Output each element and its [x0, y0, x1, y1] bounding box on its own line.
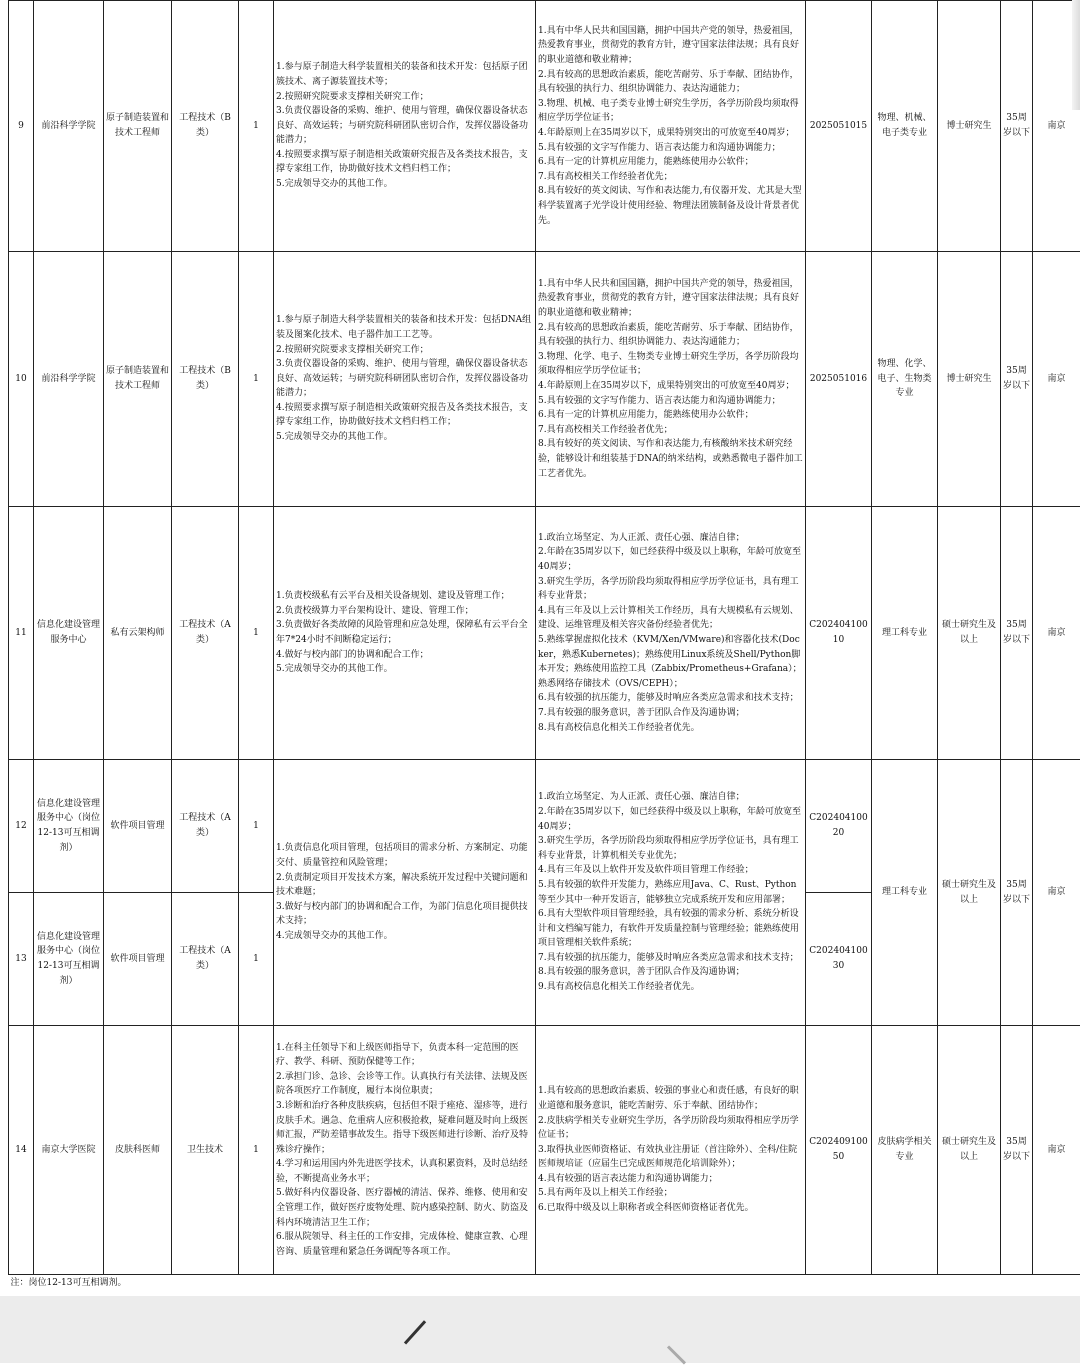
headcount: 1: [239, 1, 274, 252]
job-duties: [274, 1026, 536, 1275]
work-place: 南京: [1033, 507, 1080, 760]
note-row: [9, 1275, 1080, 1292]
table-row: [9, 507, 1080, 760]
duty-line: 4.做好与校内部门的协调和配合工作；: [276, 648, 533, 663]
requirement-line: 1.政治立场坚定、为人正派、责任心强、廉洁自律；: [538, 531, 803, 546]
recruitment-table-sheet: [8, 0, 1080, 1291]
requirement-line: 3.取得执业医师资格证、有效执业注册证（首注除外）、全科/住院医师规培证（应届生已完成医师规范化培训除外）；: [538, 1143, 803, 1172]
post-type: 工程技术（B类）: [172, 1, 239, 252]
job-duties: [274, 252, 536, 507]
scrollbar-shade: [1072, 0, 1080, 110]
duty-line: 5.完成领导交办的其他工作。: [276, 177, 533, 192]
education: 硕士研究生及以上: [938, 760, 1001, 1026]
work-place: 南京: [1033, 1, 1080, 252]
requirement-line: 4.年龄原则上在35周岁以下，成果特别突出的可放宽至40周岁；: [538, 126, 803, 141]
requirement-line: 5.具有较强的软件开发能力，熟练应用Java、C、Rust、Python 等至少其中一种开发语言，能够独立完成系统开发和应用部署；: [538, 878, 803, 907]
duty-line: 4.按照要求撰写原子制造相关政策研究报告及各类技术报告，支撑专家组工作，协助做好技术文档归档工作；: [276, 148, 533, 177]
viewer-bottom-bar: [0, 1296, 1080, 1363]
requirement-line: 2.具有较高的思想政治素质，能吃苦耐劳、乐于奉献、团结协作，具有较强的执行力、组织协调能力、表达沟通能力；: [538, 68, 803, 97]
age-limit: 35周岁以下: [1001, 1026, 1033, 1275]
job-table: [8, 0, 1080, 1291]
education: 博士研究生: [938, 1, 1001, 252]
age-limit: 35周岁以下: [1001, 760, 1033, 1026]
table-row: [9, 1026, 1080, 1275]
post-name: 原子制造装置和技术工程师: [104, 1, 172, 252]
requirement-line: 8.具有较好的英文阅读、写作和表达能力,有仪器开发、尤其是大型科学装置离子光学设计使用经验、物理法团簇制备及设计背景者优先。: [538, 184, 803, 228]
row-number: 9: [9, 1, 34, 252]
post-name: 软件项目管理: [104, 760, 172, 893]
work-place: 南京: [1033, 1026, 1080, 1275]
duty-line: 2.按照研究院要求支撑相关研究工作；: [276, 343, 533, 358]
post-code: C20240910050: [806, 1026, 872, 1275]
major: 皮肤病学相关专业: [872, 1026, 938, 1275]
duty-line: 2.承担门诊、急诊、会诊等工作。认真执行有关法律、法规及医院各项医疗工作制度，履行本岗位职责；: [276, 1070, 533, 1099]
age-limit: 35周岁以下: [1001, 252, 1033, 507]
post-type: 工程技术（A类）: [172, 760, 239, 893]
post-type: 工程技术（B类）: [172, 252, 239, 507]
department: 信息化建设管理服务中心（岗位12-13可互相调剂）: [34, 893, 104, 1026]
age-limit: 35周岁以下: [1001, 1, 1033, 252]
requirement-line: 1.具有较高的思想政治素质、较强的事业心和责任感，有良好的职业道德和服务意识，能吃苦耐劳、乐于奉献、团结协作；: [538, 1084, 803, 1113]
duty-line: 2.负责校级算力平台架构设计、建设、管理工作；: [276, 604, 533, 619]
footnote: 注：岗位12-13可互相调剂。: [9, 1275, 1080, 1292]
requirement-line: 7.具有高校相关工作经验者优先；: [538, 423, 803, 438]
headcount: 1: [239, 893, 274, 1026]
major: 物理、化学、电子、生物类专业: [872, 252, 938, 507]
post-code: C20240410020: [806, 760, 872, 893]
headcount: 1: [239, 507, 274, 760]
row-number: 11: [9, 507, 34, 760]
age-limit: 35周岁以下: [1001, 507, 1033, 760]
duty-line: 1.负责信息化项目管理，包括项目的需求分析、方案制定、功能交付、质量管控和风险管理；: [276, 841, 533, 870]
job-duties: [274, 507, 536, 760]
major: 物理、机械、电子类专业: [872, 1, 938, 252]
requirement-line: 3.研究生学历，各学历阶段均须取得相应学历学位证书，具有理工科专业背景，计算机相关专业优先；: [538, 834, 803, 863]
post-type: 工程技术（A类）: [172, 893, 239, 1026]
work-place: 南京: [1033, 252, 1080, 507]
table-row: [9, 252, 1080, 507]
requirement-line: 7.具有较强的服务意识，善于团队合作及沟通协调；: [538, 706, 803, 721]
requirement-line: 3.研究生学历，各学历阶段均须取得相应学历学位证书，具有理工科专业背景；: [538, 575, 803, 604]
requirement-line: 3.物理、化学、电子、生物类专业博士研究生学历，各学历阶段均须取得相应学历学位证书；: [538, 350, 803, 379]
job-requirements: [536, 1026, 806, 1275]
requirement-line: 6.具有较强的抗压能力，能够及时响应各类应急需求和技术支持；: [538, 691, 803, 706]
job-requirements: [536, 507, 806, 760]
duty-line: 1.参与原子制造大科学装置相关的装备和技术开发：包括原子团簇技术、离子源装置技术等；: [276, 60, 533, 89]
duty-line: 1.负责校级私有云平台及相关设备规划、建设及管理工作；: [276, 589, 533, 604]
duty-line: 3.负责做好各类故障的风险管理和应急处理，保障私有云平台全年7*24小时不间断稳定运行；: [276, 618, 533, 647]
department: 信息化建设管理服务中心（岗位12-13可互相调剂）: [34, 760, 104, 893]
job-requirements: [536, 252, 806, 507]
requirement-line: 8.具有较强的服务意识，善于团队合作及沟通协调；: [538, 965, 803, 980]
requirement-line: 4.具有三年及以上软件开发及软件项目管理工作经验；: [538, 863, 803, 878]
requirement-line: 2.皮肤病学相关专业研究生学历，各学历阶段均须取得相应学历学位证书；: [538, 1114, 803, 1143]
requirement-line: 6.具有一定的计算机应用能力，能熟练使用办公软件；: [538, 155, 803, 170]
duty-line: 5.完成领导交办的其他工作。: [276, 662, 533, 677]
major: 理工科专业: [872, 507, 938, 760]
post-code: 2025051015: [806, 1, 872, 252]
department: 南京大学医院: [34, 1026, 104, 1275]
job-duties: [274, 760, 536, 1026]
post-name: 私有云架构师: [104, 507, 172, 760]
requirement-line: 4.具有较强的语言表达能力和沟通协调能力；: [538, 1172, 803, 1187]
department: 前沿科学学院: [34, 252, 104, 507]
requirement-line: 6.具有一定的计算机应用能力，能熟练使用办公软件；: [538, 408, 803, 423]
job-requirements: [536, 760, 806, 1026]
requirement-line: 7.具有高校相关工作经验者优先；: [538, 170, 803, 185]
post-code: C20240410030: [806, 893, 872, 1026]
duty-line: 3.负责仪器设备的采购、维护、使用与管理，确保仪器设备状态良好、高效运转；与研究院科研团队密切合作，发挥仪器设备功能潜力；: [276, 104, 533, 148]
post-type: 工程技术（A类）: [172, 507, 239, 760]
duty-line: 3.负责仪器设备的采购、维护、使用与管理，确保仪器设备状态良好、高效运转；与研究院科研团队密切合作，发挥仪器设备功能潜力；: [276, 357, 533, 401]
post-name: 软件项目管理: [104, 893, 172, 1026]
work-place: 南京: [1033, 760, 1080, 1026]
requirement-line: 6.具有大型软件项目管理经验，具有较强的需求分析、系统分析设计和文档编写能力，有软件开发质量控制与管理经验；能熟练使用项目管理相关软件系统；: [538, 907, 803, 951]
education: 硕士研究生及以上: [938, 1026, 1001, 1275]
duty-line: 4.按照要求撰写原子制造相关政策研究报告及各类技术报告，支撑专家组工作，协助做好技术文档归档工作；: [276, 401, 533, 430]
row-number: 14: [9, 1026, 34, 1275]
job-duties: [274, 1, 536, 252]
headcount: 1: [239, 1026, 274, 1275]
requirement-line: 5.具有两年及以上相关工作经验；: [538, 1186, 803, 1201]
row-number: 10: [9, 252, 34, 507]
major: 理工科专业: [872, 760, 938, 1026]
education: 硕士研究生及以上: [938, 507, 1001, 760]
job-requirements: [536, 1, 806, 252]
headcount: 1: [239, 252, 274, 507]
education: 博士研究生: [938, 252, 1001, 507]
requirement-line: 5.具有较强的文字写作能力、语言表达能力和沟通协调能力；: [538, 141, 803, 156]
table-row: [9, 760, 1080, 893]
department: 信息化建设管理服务中心: [34, 507, 104, 760]
requirement-line: 4.具有三年及以上云计算相关工作经历，具有大规模私有云规划、建设、运维管理及相关容灾备份经验者优先；: [538, 604, 803, 633]
requirement-line: 7.具有较强的抗压能力，能够及时响应各类应急需求和技术支持；: [538, 951, 803, 966]
duty-line: 1.参与原子制造大科学装置相关的装备和技术开发：包括DNA组装及图案化技术、电子器件加工工艺等。: [276, 313, 533, 342]
requirement-line: 6.已取得中级及以上职称者或全科医师资格证者优先。: [538, 1201, 803, 1216]
duty-line: 1.在科主任领导下和上级医师指导下，负责本科一定范围的医疗、教学、科研、预防保健等工作；: [276, 1041, 533, 1070]
requirement-line: 9.具有高校信息化相关工作经验者优先。: [538, 980, 803, 995]
duty-line: 2.按照研究院要求支撑相关研究工作；: [276, 90, 533, 105]
requirement-line: 8.具有高校信息化相关工作经验者优先。: [538, 721, 803, 736]
post-type: 卫生技术: [172, 1026, 239, 1275]
row-number: 13: [9, 893, 34, 1026]
requirement-line: 8.具有较好的英文阅读、写作和表达能力,有核酸纳米技术研究经验，能够设计和组装基于DNA的纳米结构，或熟悉微电子器件加工工艺者优先。: [538, 437, 803, 481]
requirement-line: 3.物理、机械、电子类专业博士研究生学历，各学历阶段均须取得相应学历学位证书；: [538, 97, 803, 126]
requirement-line: 5.熟练掌握虚拟化技术（KVM/Xen/VMware)和容器化技术(Docker，熟悉Kubernetes)；熟练使用Linux系统及Shell/Python脚本开发；熟练使用监控工具（Zabbix/Prometheus+Grafana）；熟悉网络存储技术（OVS/CEPH）；: [538, 633, 803, 691]
department: 前沿科学学院: [34, 1, 104, 252]
requirement-line: 2.年龄在35周岁以下，如已经获得中级及以上职称，年龄可放宽至40周岁；: [538, 805, 803, 834]
requirement-line: 5.具有较强的文字写作能力、语言表达能力和沟通协调能力；: [538, 394, 803, 409]
duty-line: 5.完成领导交办的其他工作。: [276, 430, 533, 445]
requirement-line: 1.具有中华人民共和国国籍，拥护中国共产党的领导，热爱祖国，热爱教育事业，贯彻党的教育方针，遵守国家法律法规；具有良好的职业道德和敬业精神；: [538, 277, 803, 321]
duty-line: 2.负责制定项目开发技术方案，解决系统开发过程中关键问题和技术难题；: [276, 871, 533, 900]
requirement-line: 2.年龄在35周岁以下，如已经获得中级及以上职称，年龄可放宽至40周岁；: [538, 545, 803, 574]
requirement-line: 4.年龄原则上在35周岁以下，成果特别突出的可放宽至40周岁；: [538, 379, 803, 394]
duty-line: 4.学习和运用国内外先进医学技术，认真积累资料，及时总结经验，不断提高业务水平；: [276, 1157, 533, 1186]
requirement-line: 2.具有较高的思想政治素质，能吃苦耐劳、乐于奉献、团结协作，具有较强的执行力、组织协调能力、表达沟通能力；: [538, 321, 803, 350]
duty-line: 3.诊断和治疗各种皮肤疾病，包括但不限于痤疮、湿疹等，进行皮肤手术。遇急、危重病人应积极抢救，疑难问题及时向上级医师汇报，严防差错事故发生。指导下级医师进行诊断、治疗及特殊诊疗操作；: [276, 1099, 533, 1157]
duty-line: 3.做好与校内部门的协调和配合工作，为部门信息化项目提供技术支持；: [276, 900, 533, 929]
duty-line: 5.做好科内仪器设备、医疗器械的清洁、保养、维修、使用和安全管理工作，做好医疗废物处理、院内感染控制、防火、防盗及科内环境清洁卫生工作；: [276, 1186, 533, 1230]
duty-line: 6.服从院领导、科主任的工作安排，完成体检、健康宣教、心理咨询、质量管理和紧急任务调配等各项工作。: [276, 1230, 533, 1259]
headcount: 1: [239, 760, 274, 893]
requirement-line: 1.政治立场坚定、为人正派、责任心强、廉洁自律；: [538, 790, 803, 805]
post-name: 皮肤科医师: [104, 1026, 172, 1275]
duty-line: 4.完成领导交办的其他工作。: [276, 929, 533, 944]
post-name: 原子制造装置和技术工程师: [104, 252, 172, 507]
post-code: C20240410010: [806, 507, 872, 760]
row-number: 12: [9, 760, 34, 893]
table-row: [9, 1, 1080, 252]
post-code: 2025051016: [806, 252, 872, 507]
requirement-line: 1.具有中华人民共和国国籍，拥护中国共产党的领导，热爱祖国，热爱教育事业，贯彻党的教育方针，遵守国家法律法规；具有良好的职业道德和敬业精神；: [538, 24, 803, 68]
